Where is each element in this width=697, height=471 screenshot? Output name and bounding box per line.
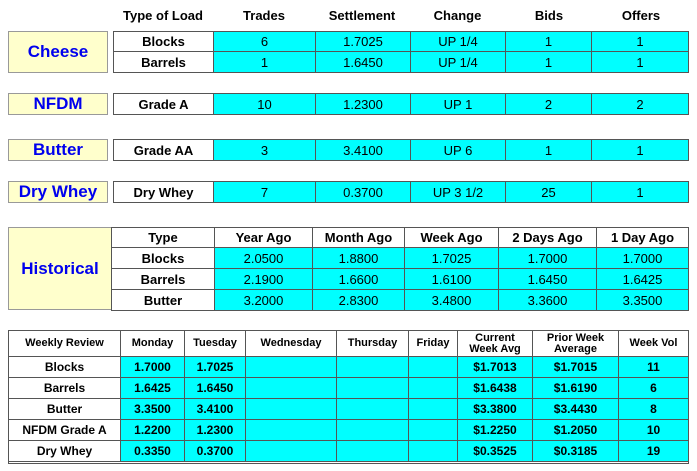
historical-barrels-year: 2.1900 (214, 268, 313, 290)
weekly-header-wednesday: Wednesday (245, 330, 337, 357)
historical-label: Historical (8, 227, 112, 310)
butter-label: Butter (8, 139, 108, 161)
weekly-row-4-tue: 0.3700 (184, 440, 246, 462)
historical-header-1-day-ago: 1 Day Ago (596, 227, 689, 248)
whey-change: UP 3 1/2 (410, 181, 506, 203)
weekly-header-thursday: Thursday (336, 330, 409, 357)
historical-blocks-month: 1.8800 (312, 247, 405, 269)
butter-settlement: 3.4100 (315, 139, 411, 161)
historical-blocks-1day: 1.7000 (596, 247, 689, 269)
weekly-row-4-mon: 0.3350 (120, 440, 185, 462)
weekly-row-2-tue: 3.4100 (184, 398, 246, 420)
cheese-blocks-offers: 1 (591, 31, 689, 52)
weekly-row-0-fri (408, 356, 458, 378)
historical-header-type: Type (111, 227, 215, 248)
weekly-row-0-thu (336, 356, 409, 378)
weekly-row-4-fri (408, 440, 458, 462)
weekly-row-4-thu (336, 440, 409, 462)
weekly-header-current-avg: Current Week Avg (457, 330, 533, 357)
weekly-row-0-vol: 11 (618, 356, 689, 378)
historical-barrels-week: 1.6100 (404, 268, 499, 290)
header-bids: Bids (534, 8, 564, 23)
historical-butter-year: 3.2000 (214, 289, 313, 311)
butter-change: UP 6 (410, 139, 506, 161)
weekly-row-1-wed (245, 377, 337, 399)
whey-bids: 25 (505, 181, 592, 203)
historical-blocks-year: 2.0500 (214, 247, 313, 269)
historical-barrels-type: Barrels (111, 268, 215, 290)
whey-settlement: 0.3700 (315, 181, 411, 203)
whey-offers: 1 (591, 181, 689, 203)
cheese-blocks-type: Blocks (113, 31, 214, 52)
weekly-row-0-wed (245, 356, 337, 378)
historical-butter-month: 2.8300 (312, 289, 405, 311)
historical-header-week-ago: Week Ago (404, 227, 499, 248)
cheese-blocks-trades: 6 (213, 31, 316, 52)
cheese-label: Cheese (8, 31, 108, 73)
weekly-row-2-avg: $3.3800 (457, 398, 533, 420)
cheese-blocks-change: UP 1/4 (410, 31, 506, 52)
weekly-header-title: Weekly Review (8, 330, 121, 357)
weekly-row-2-name: Butter (8, 398, 121, 420)
historical-header-year-ago: Year Ago (214, 227, 313, 248)
cheese-barrels-trades: 1 (213, 51, 316, 73)
weekly-row-1-prior: $1.6190 (532, 377, 619, 399)
weekly-row-4-prior: $0.3185 (532, 440, 619, 462)
weekly-header-week-vol: Week Vol (618, 330, 689, 357)
weekly-row-0-prior: $1.7015 (532, 356, 619, 378)
whey-trades: 7 (213, 181, 316, 203)
historical-blocks-2days: 1.7000 (498, 247, 597, 269)
weekly-row-3-avg: $1.2250 (457, 419, 533, 441)
header-change: Change (433, 8, 482, 23)
whey-label: Dry Whey (8, 181, 108, 203)
weekly-row-0-avg: $1.7013 (457, 356, 533, 378)
historical-barrels-month: 1.6600 (312, 268, 405, 290)
historical-blocks-week: 1.7025 (404, 247, 499, 269)
weekly-row-1-mon: 1.6425 (120, 377, 185, 399)
weekly-row-1-name: Barrels (8, 377, 121, 399)
weekly-row-3-thu (336, 419, 409, 441)
weekly-header-friday: Friday (408, 330, 458, 357)
weekly-row-4-wed (245, 440, 337, 462)
weekly-row-1-avg: $1.6438 (457, 377, 533, 399)
weekly-row-3-name: NFDM Grade A (8, 419, 121, 441)
weekly-row-1-vol: 6 (618, 377, 689, 399)
weekly-row-3-fri (408, 419, 458, 441)
nfdm-offers: 2 (591, 93, 689, 115)
historical-header-month-ago: Month Ago (312, 227, 405, 248)
weekly-header-prior-avg: Prior Week Average (532, 330, 619, 357)
nfdm-type: Grade A (113, 93, 214, 115)
historical-header-2-days-ago: 2 Days Ago (498, 227, 597, 248)
weekly-row-0-mon: 1.7000 (120, 356, 185, 378)
cheese-barrels-change: UP 1/4 (410, 51, 506, 73)
header-settlement: Settlement (328, 8, 396, 23)
nfdm-bids: 2 (505, 93, 592, 115)
header-offers: Offers (621, 8, 661, 23)
nfdm-trades: 10 (213, 93, 316, 115)
historical-butter-2days: 3.3600 (498, 289, 597, 311)
weekly-header-tuesday: Tuesday (184, 330, 246, 357)
cheese-barrels-type: Barrels (113, 51, 214, 73)
cheese-barrels-offers: 1 (591, 51, 689, 73)
weekly-header-monday: Monday (120, 330, 185, 357)
butter-bids: 1 (505, 139, 592, 161)
weekly-row-2-prior: $3.4430 (532, 398, 619, 420)
cheese-blocks-settlement: 1.7025 (315, 31, 411, 52)
weekly-row-4-vol: 19 (618, 440, 689, 462)
header-type-of-load: Type of Load (123, 8, 203, 23)
historical-blocks-type: Blocks (111, 247, 215, 269)
weekly-row-3-mon: 1.2200 (120, 419, 185, 441)
weekly-row-1-fri (408, 377, 458, 399)
historical-barrels-2days: 1.6450 (498, 268, 597, 290)
historical-butter-1day: 3.3500 (596, 289, 689, 311)
weekly-row-2-vol: 8 (618, 398, 689, 420)
nfdm-change: UP 1 (410, 93, 506, 115)
weekly-row-1-thu (336, 377, 409, 399)
historical-barrels-1day: 1.6425 (596, 268, 689, 290)
cheese-blocks-bids: 1 (505, 31, 592, 52)
butter-trades: 3 (213, 139, 316, 161)
historical-butter-week: 3.4800 (404, 289, 499, 311)
weekly-row-3-prior: $1.2050 (532, 419, 619, 441)
weekly-row-3-wed (245, 419, 337, 441)
weekly-row-1-tue: 1.6450 (184, 377, 246, 399)
weekly-row-2-mon: 3.3500 (120, 398, 185, 420)
butter-offers: 1 (591, 139, 689, 161)
weekly-row-2-thu (336, 398, 409, 420)
weekly-row-3-vol: 10 (618, 419, 689, 441)
whey-type: Dry Whey (113, 181, 214, 203)
header-trades: Trades (243, 8, 285, 23)
cheese-barrels-settlement: 1.6450 (315, 51, 411, 73)
nfdm-label: NFDM (8, 93, 108, 115)
historical-butter-type: Butter (111, 289, 215, 311)
weekly-row-2-wed (245, 398, 337, 420)
weekly-row-4-avg: $0.3525 (457, 440, 533, 462)
butter-type: Grade AA (113, 139, 214, 161)
weekly-row-3-tue: 1.2300 (184, 419, 246, 441)
cheese-barrels-bids: 1 (505, 51, 592, 73)
nfdm-settlement: 1.2300 (315, 93, 411, 115)
weekly-row-0-tue: 1.7025 (184, 356, 246, 378)
weekly-row-0-name: Blocks (8, 356, 121, 378)
weekly-row-2-fri (408, 398, 458, 420)
weekly-row-4-name: Dry Whey (8, 440, 121, 462)
